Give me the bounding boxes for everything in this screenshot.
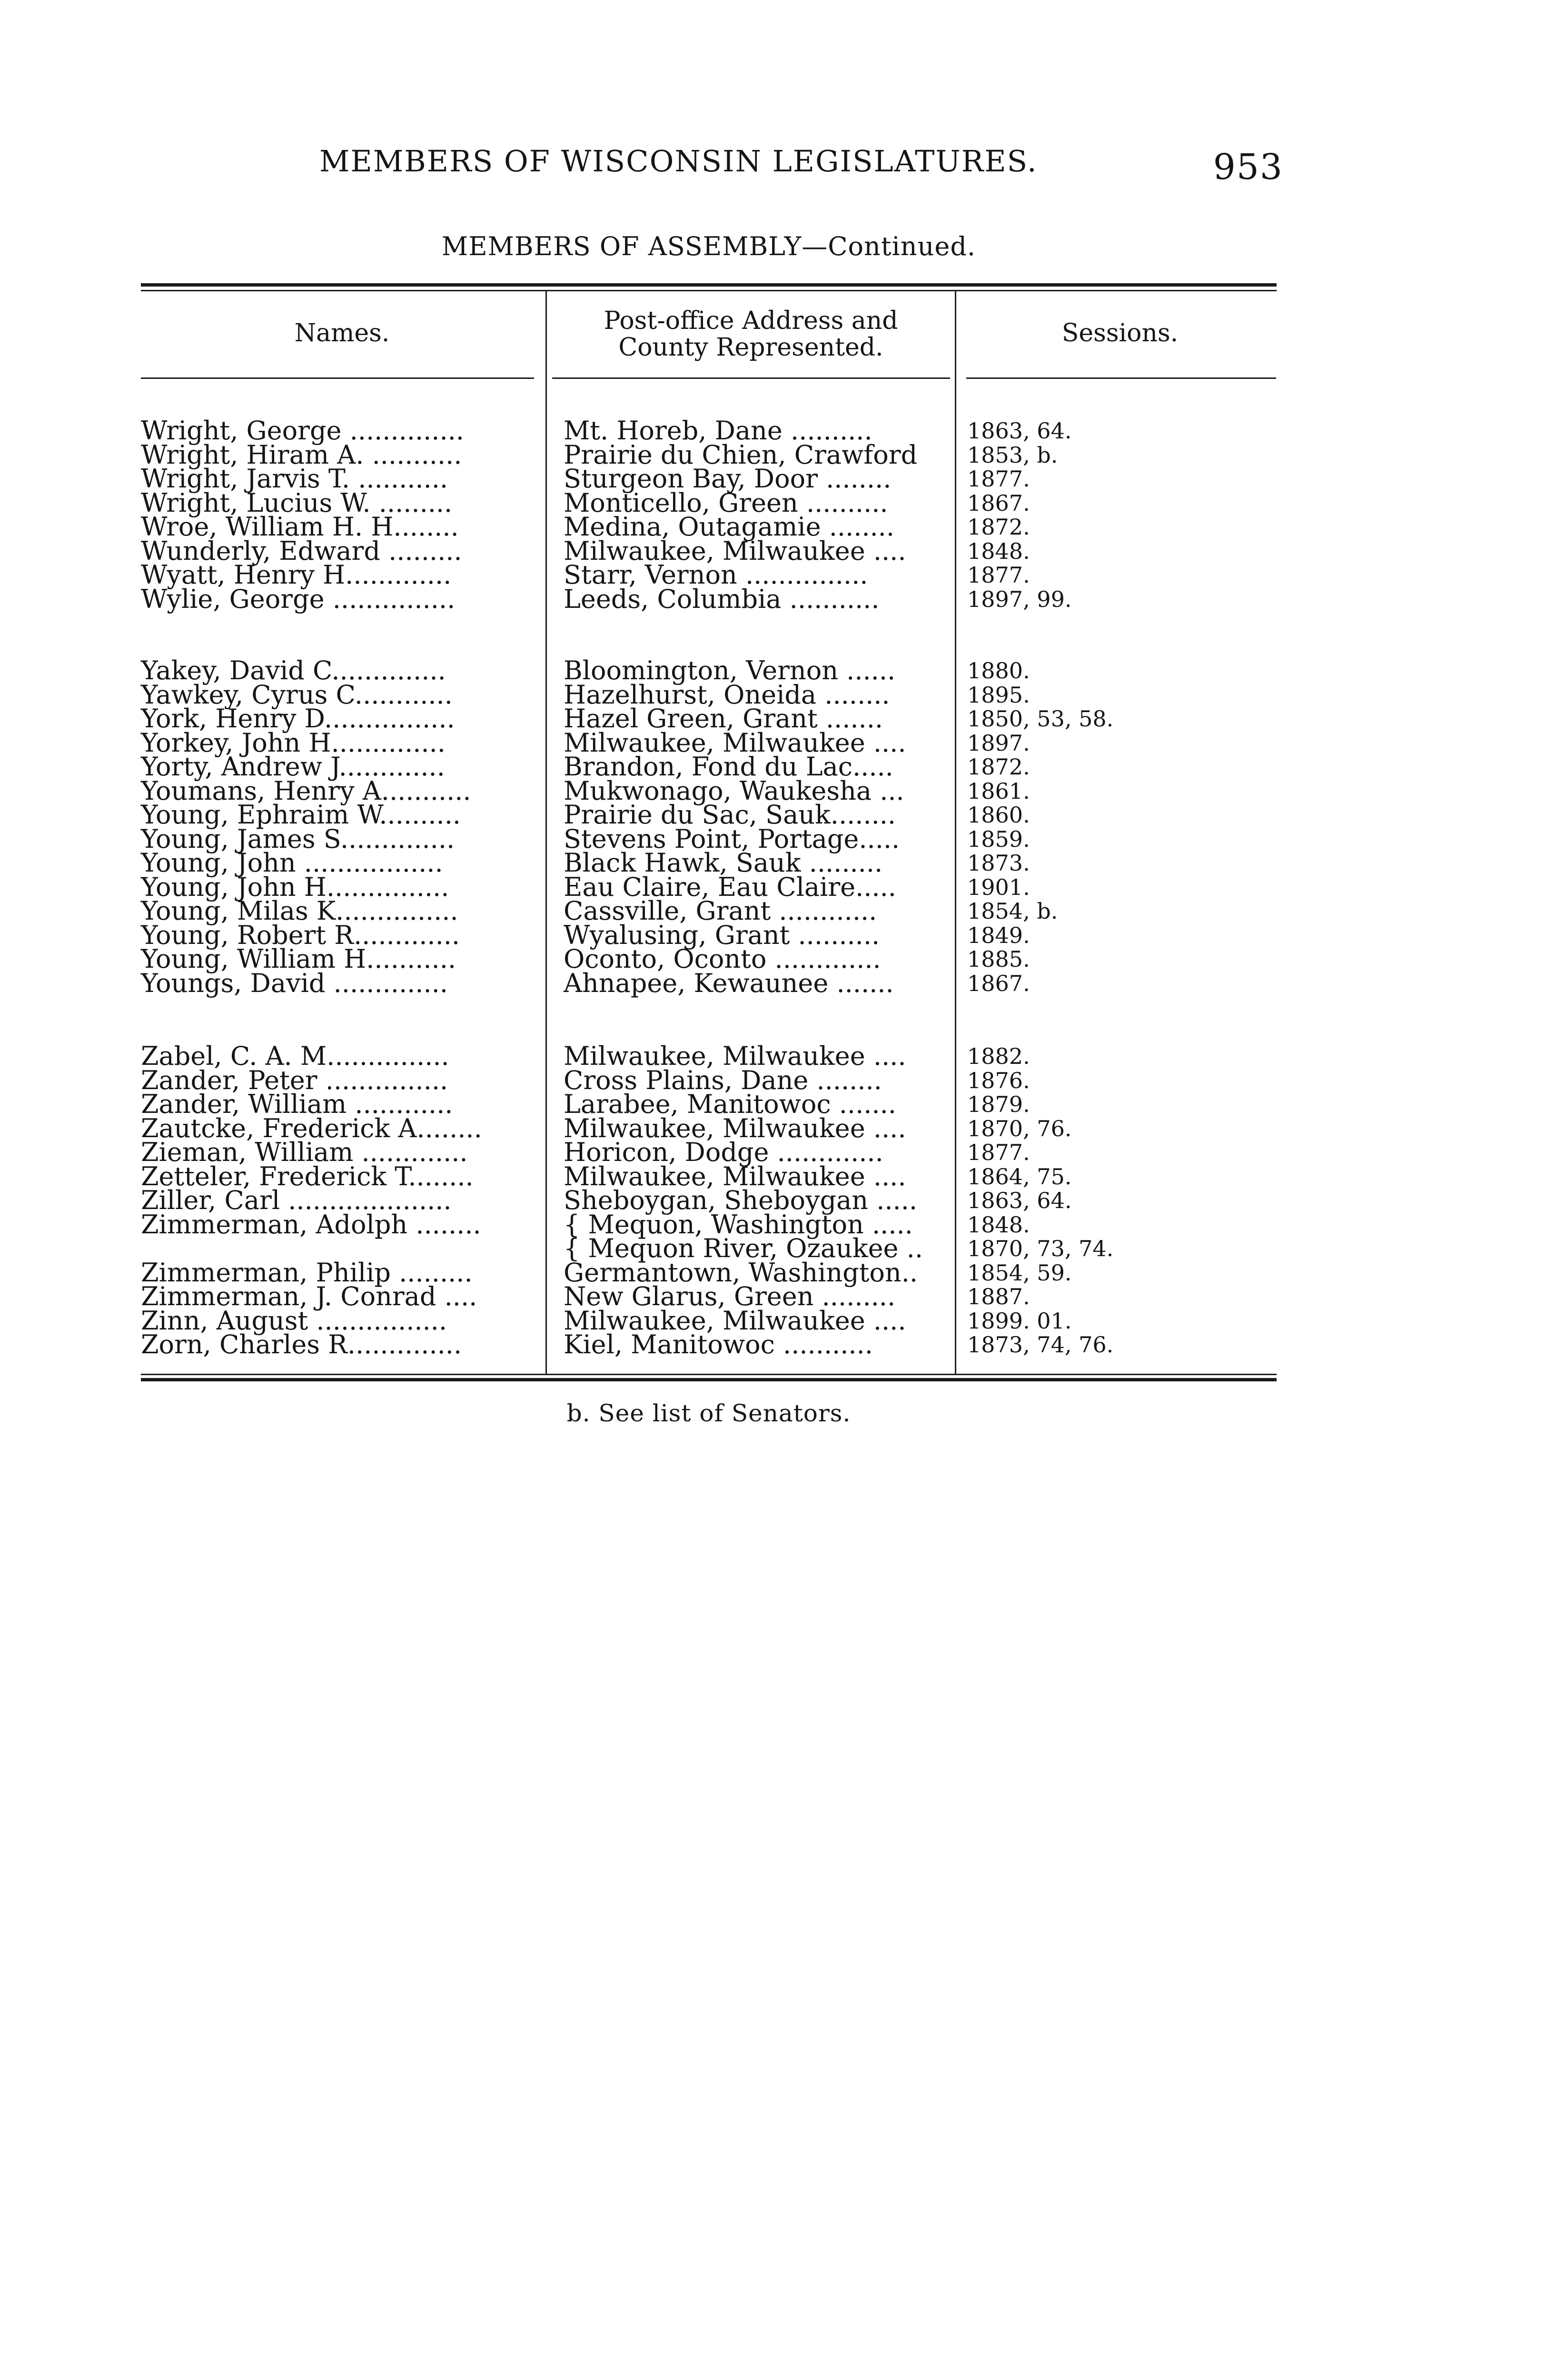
member-sessions: 1860. <box>967 802 1030 828</box>
table-row <box>141 872 1283 902</box>
member-name: Young, William H........... <box>141 944 456 974</box>
member-address: { Mequon River, Ozaukee .. <box>564 1233 923 1263</box>
header-underline-sessions <box>966 377 1276 379</box>
table-row <box>141 439 1283 470</box>
member-name: Wyatt, Henry H............. <box>141 560 452 590</box>
member-address: Milwaukee, Milwaukee .... <box>564 1113 906 1143</box>
member-sessions: 1880. <box>967 658 1030 684</box>
member-address: Kiel, Manitowoc ........... <box>564 1329 873 1359</box>
member-sessions: 1899. 01. <box>967 1308 1072 1334</box>
table-row <box>141 848 1283 878</box>
table-row <box>141 655 1283 685</box>
member-sessions: 1873, 74, 76. <box>967 1332 1114 1358</box>
table-row <box>141 1065 1283 1095</box>
member-name: Zetteler, Frederick T........ <box>141 1161 474 1191</box>
table-row <box>141 752 1283 782</box>
member-sessions: 1848. <box>967 538 1030 564</box>
footnote: b. See list of Senators. <box>566 1399 851 1427</box>
member-address: Milwaukee, Milwaukee .... <box>564 727 906 758</box>
table-row <box>141 487 1283 518</box>
member-name: Wroe, William H. H........ <box>141 512 459 542</box>
member-name: Young, Ephraim W.......... <box>141 800 461 830</box>
member-address: Black Hawk, Sauk ......... <box>564 848 883 878</box>
member-name: Zinn, August ................ <box>141 1305 447 1336</box>
table-row <box>141 800 1283 830</box>
table-row <box>141 727 1283 758</box>
member-sessions: 1885. <box>967 946 1030 972</box>
member-address: Larabee, Manitowoc ....... <box>564 1089 896 1119</box>
table-row <box>141 679 1283 710</box>
table-bottom-rule <box>141 1378 1277 1381</box>
member-sessions: 1873. <box>967 850 1030 876</box>
member-name: Young, Milas K............... <box>141 896 458 926</box>
member-sessions: 1872. <box>967 514 1030 540</box>
member-name: Yawkey, Cyrus C............ <box>141 679 453 710</box>
table-row <box>141 1113 1283 1143</box>
member-sessions: 1882. <box>967 1043 1030 1069</box>
member-name: Zimmerman, Adolph ........ <box>141 1209 481 1240</box>
column-header-address <box>547 307 954 361</box>
member-name: Wunderly, Edward ......... <box>141 536 462 566</box>
member-name: Yakey, David C.............. <box>141 655 446 685</box>
member-sessions: 1848. <box>967 1211 1030 1238</box>
member-sessions: 1897. <box>967 730 1030 756</box>
table-row <box>141 1233 1283 1263</box>
member-address: Germantown, Washington.. <box>564 1257 918 1288</box>
page-title: MEMBERS OF WISCONSIN LEGISLATURES. <box>319 144 1038 178</box>
member-address: { Mequon, Washington ..... <box>564 1209 913 1240</box>
member-address: Cross Plains, Dane ........ <box>564 1065 882 1095</box>
member-sessions: 1849. <box>967 922 1030 948</box>
column-header-address-line2: County Represented. <box>618 333 883 362</box>
member-name: Wylie, George ............... <box>141 584 456 614</box>
table-row <box>141 968 1283 998</box>
section-subtitle: MEMBERS OF ASSEMBLY—Continued. <box>441 231 976 261</box>
member-name: Ziller, Carl .................... <box>141 1185 452 1215</box>
member-name: Young, John ................. <box>141 848 443 878</box>
member-address: Prairie du Chien, Crawford <box>564 439 918 470</box>
member-sessions: 1867. <box>967 970 1030 996</box>
table-row <box>141 896 1283 926</box>
table-top-rule-thin <box>141 290 1277 291</box>
member-name: Zander, William ............ <box>141 1089 453 1119</box>
member-address: Prairie du Sac, Sauk........ <box>564 800 896 830</box>
table-row <box>141 1185 1283 1215</box>
table-bottom-rule-thin <box>141 1374 1277 1375</box>
member-sessions: 1879. <box>967 1091 1030 1117</box>
member-sessions: 1901. <box>967 874 1030 900</box>
member-sessions: 1876. <box>967 1067 1030 1093</box>
member-address: Milwaukee, Milwaukee .... <box>564 536 906 566</box>
running-head <box>141 144 1283 188</box>
table-row <box>141 1161 1283 1191</box>
member-address: Milwaukee, Milwaukee .... <box>564 1161 906 1191</box>
table-row <box>141 416 1283 446</box>
member-address: New Glarus, Green ......... <box>564 1281 896 1311</box>
member-sessions: 1870, 76. <box>967 1115 1072 1141</box>
column-header-address-line1: Post-office Address and <box>604 307 898 335</box>
member-name: Wright, Lucius W. ......... <box>141 487 453 518</box>
member-name: Wright, George .............. <box>141 416 464 446</box>
member-address: Monticello, Green .......... <box>564 487 888 518</box>
member-name: Zander, Peter ............... <box>141 1065 448 1095</box>
member-name: Zimmerman, J. Conrad .... <box>141 1281 477 1311</box>
table-row <box>141 775 1283 806</box>
member-sessions: 1854, b. <box>967 898 1058 924</box>
member-address: Mt. Horeb, Dane .......... <box>564 416 872 446</box>
table-row <box>141 1257 1283 1288</box>
table-row <box>141 1305 1283 1336</box>
member-name: York, Henry D................ <box>141 704 455 734</box>
member-address: Wyalusing, Grant .......... <box>564 920 880 950</box>
column-header-sessions: Sessions. <box>1061 319 1179 347</box>
table-row <box>141 1041 1283 1071</box>
member-name: Zieman, William ............. <box>141 1137 468 1167</box>
table-row <box>141 944 1283 974</box>
member-address: Starr, Vernon ............... <box>564 560 868 590</box>
header-underline-names <box>141 377 534 379</box>
table-row <box>141 704 1283 734</box>
member-address: Sheboygan, Sheboygan ..... <box>564 1185 918 1215</box>
member-sessions: 1872. <box>967 754 1030 780</box>
page-number: 953 <box>1213 147 1283 188</box>
table-row <box>141 1089 1283 1119</box>
member-name: Wright, Jarvis T. ........... <box>141 464 448 494</box>
member-name: Youmans, Henry A........... <box>141 775 471 806</box>
member-address: Brandon, Fond du Lac..... <box>564 752 893 782</box>
member-sessions: 1877. <box>967 466 1030 492</box>
member-address: Ahnapee, Kewaunee ....... <box>564 968 894 998</box>
member-sessions: 1863, 64. <box>967 1188 1072 1213</box>
member-sessions: 1870, 73, 74. <box>967 1236 1114 1261</box>
table-row <box>141 560 1283 590</box>
member-address: Cassville, Grant ............ <box>564 896 877 926</box>
member-sessions: 1887. <box>967 1284 1030 1309</box>
member-sessions: 1863, 64. <box>967 418 1072 444</box>
header-underline-address <box>552 377 950 379</box>
member-name: Zorn, Charles R.............. <box>141 1329 462 1359</box>
member-sessions: 1897, 99. <box>967 586 1072 612</box>
table-row <box>141 512 1283 542</box>
member-name: Zabel, C. A. M............... <box>141 1041 449 1071</box>
table-row <box>141 920 1283 950</box>
member-address: Hazelhurst, Oneida ........ <box>564 679 890 710</box>
table-row <box>141 1209 1283 1240</box>
member-sessions: 1859. <box>967 826 1030 852</box>
member-address: Mukwonago, Waukesha ... <box>564 775 904 806</box>
member-sessions: 1864, 75. <box>967 1163 1072 1190</box>
member-sessions: 1867. <box>967 490 1030 516</box>
member-address: Bloomington, Vernon ...... <box>564 655 896 685</box>
member-name: Youngs, David .............. <box>141 968 448 998</box>
member-name: Yorty, Andrew J............. <box>141 752 445 782</box>
table-row <box>141 1329 1283 1359</box>
member-sessions: 1895. <box>967 682 1030 708</box>
member-sessions: 1877. <box>967 1140 1030 1165</box>
table-row <box>141 823 1283 854</box>
member-address: Medina, Outagamie ........ <box>564 512 895 542</box>
member-address: Oconto, Oconto ............. <box>564 944 881 974</box>
member-sessions: 1854, 59. <box>967 1259 1072 1286</box>
member-address: Hazel Green, Grant ....... <box>564 704 883 734</box>
table-top-rule <box>141 283 1277 287</box>
table-row <box>141 536 1283 566</box>
column-header-names: Names. <box>294 319 390 347</box>
table-row <box>141 1281 1283 1311</box>
member-address: Sturgeon Bay, Door ........ <box>564 464 892 494</box>
member-name: Young, James S.............. <box>141 823 455 854</box>
member-address: Milwaukee, Milwaukee .... <box>564 1305 906 1336</box>
member-sessions: 1877. <box>967 562 1030 588</box>
table-row <box>141 584 1283 614</box>
member-name: Zimmerman, Philip ......... <box>141 1257 473 1288</box>
member-name: Young, Robert R............. <box>141 920 460 950</box>
member-name: Wright, Hiram A. ........... <box>141 439 462 470</box>
member-address: Milwaukee, Milwaukee .... <box>564 1041 906 1071</box>
member-sessions: 1861. <box>967 778 1030 804</box>
member-address: Leeds, Columbia ........... <box>564 584 880 614</box>
member-sessions: 1850, 53, 58. <box>967 706 1114 732</box>
member-name: Young, John H............... <box>141 872 449 902</box>
table-row <box>141 464 1283 494</box>
member-name: Yorkey, John H.............. <box>141 727 446 758</box>
member-sessions: 1853, b. <box>967 442 1058 468</box>
member-name: Zautcke, Frederick A........ <box>141 1113 482 1143</box>
table-row <box>141 1137 1283 1167</box>
member-address: Horicon, Dodge ............. <box>564 1137 883 1167</box>
member-address: Stevens Point, Portage..... <box>564 823 900 854</box>
member-address: Eau Claire, Eau Claire..... <box>564 872 896 902</box>
